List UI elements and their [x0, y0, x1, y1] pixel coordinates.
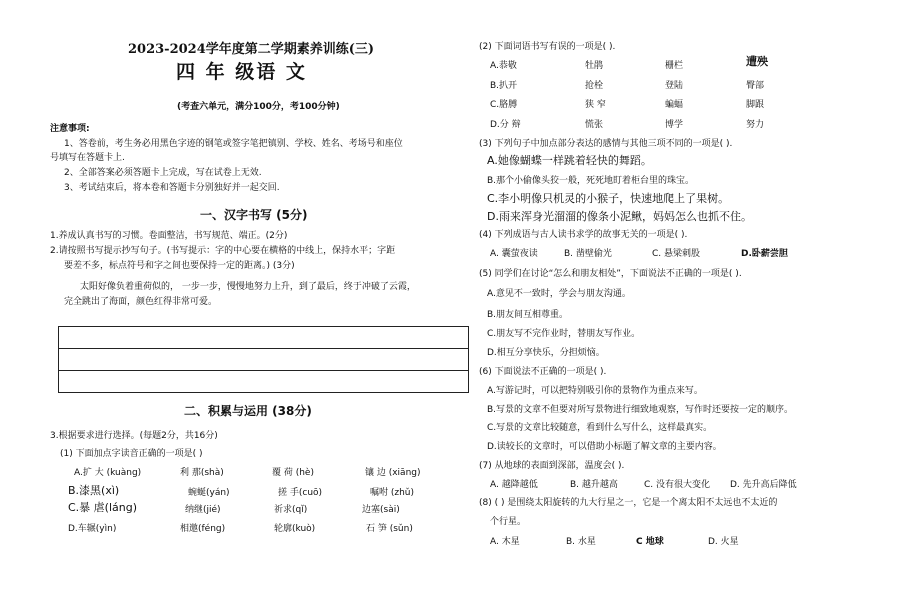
sub-question-8-cont: 个行星。 [490, 517, 527, 527]
exam-title: 2023-2024学年度第二学期素养训练(三) [128, 42, 375, 57]
notice-heading: 注意事项: [50, 124, 90, 134]
writing-grid-left-edge [58, 326, 59, 392]
sub-question-4: (4) 下列成语与古人读书求学的故事无关的一项是( ). [479, 230, 688, 240]
option-d[interactable]: D.读较长的文章时，可以借助小标题了解文章的主要内容。 [487, 442, 722, 452]
writing-grid-right-edge [468, 326, 469, 392]
section2-heading: 二、积累与运用 (38分) [184, 404, 312, 418]
option-b[interactable]: B. 凿壁偷光 [564, 249, 612, 259]
writing-line [58, 392, 469, 393]
option-d1[interactable]: D.分 辩 [490, 120, 521, 130]
option-c3: 蝙蝠 [665, 100, 684, 110]
option-c[interactable]: C 地球 [636, 537, 664, 547]
copy-passage-line2: 完全跳出了海面，颜色红得非常可爱。 [64, 297, 218, 307]
option-d[interactable]: D.卧薪尝胆 [741, 249, 788, 259]
option-b1[interactable]: B.扒开 [490, 81, 518, 91]
sub-question-7: (7) 从地球的表面到深部，温度会( ). [479, 461, 625, 471]
option-c[interactable]: C.写景的文章比较随意，看到什么写什么，这样最真实。 [487, 423, 713, 433]
option-a2: 利 那(shà) [180, 468, 224, 478]
writing-line [58, 326, 469, 327]
option-c[interactable]: C. 没有很大变化 [644, 480, 711, 490]
writing-line [58, 348, 469, 349]
option-a4: 镶 边 (xiāng) [365, 468, 421, 478]
option-d4: 努力 [746, 120, 765, 130]
option-a1[interactable]: A.恭敬 [490, 61, 517, 71]
option-c4: 脚跟 [746, 100, 765, 110]
option-b[interactable]: B.写景的文章不但要对所写景物进行细致地观察，写作时还要按一定的顺序。 [487, 405, 794, 415]
sub-question-3: (3) 下列句子中加点部分表达的感情与其他三项不同的一项是( ). [479, 139, 733, 149]
option-a3: 覆 荷 (hè) [272, 468, 314, 478]
option-b1[interactable]: B.漆黑(xì) [68, 484, 120, 497]
option-b4: 臀部 [746, 81, 765, 91]
question-3: 3.根据要求进行选择。(每题2分，共16分) [50, 431, 218, 441]
option-d4: 石 笋 (sǔn) [366, 524, 413, 534]
option-a[interactable]: A. 囊萤夜读 [490, 249, 538, 259]
notice-item-1: 1、答卷前，考生务必用黑色字迹的钢笔或签字笔把镇别、学校、姓名、考场号和座位 [64, 139, 403, 149]
option-d[interactable]: D.相互分享快乐，分担烦恼。 [487, 348, 605, 358]
sub-question-2: (2) 下面词语书写有误的一项是( ). [479, 42, 616, 52]
option-a2: 牡鹃 [585, 61, 604, 71]
option-a3: 栅栏 [665, 61, 684, 71]
question-2: 2.请按照书写提示抄写句子。(书写提示：字的中心要在横格的中线上，保持水平；字距 [50, 246, 396, 256]
option-b[interactable]: B.那个小偷像头狡一般，死死地盯着柜台里的珠宝。 [487, 176, 695, 186]
sub-question-5: (5) 同学们在讨论“怎么和朋友相处”，下面说法不正确的一项是( ). [479, 269, 742, 279]
option-c[interactable]: C.李小明像只机灵的小猴子，快速地爬上了果树。 [487, 192, 730, 205]
option-d[interactable]: D. 先升高后降低 [730, 480, 797, 490]
option-c1[interactable]: C.胳膊 [490, 100, 518, 110]
option-d[interactable]: D. 火星 [708, 537, 739, 547]
option-c1[interactable]: C.暴 虐(láng) [68, 501, 138, 514]
question-1: 1.养成认真书写的习惯。卷面整洁，书写规范、端正。(2分) [50, 231, 288, 241]
notice-item-3: 3、考试结束后，将本卷和答题卡分别独好并一起交回. [64, 183, 280, 193]
section1-heading: 一、汉字书写 (5分) [200, 208, 308, 222]
option-c[interactable]: C. 悬梁刺股 [652, 249, 701, 259]
subject-title: 四 年 级语 文 [176, 61, 307, 83]
option-d2: 慌张 [585, 120, 604, 130]
option-a[interactable]: A. 越降越低 [490, 480, 538, 490]
option-d3: 轮廓(kuò) [274, 524, 316, 534]
copy-passage-line1: 太阳好像负着重荷似的， 一步一步，慢慢地努力上升，到了最后，终于冲破了云霞， [80, 282, 416, 292]
exam-scope: (考查六单元，满分100分，考100分钟) [177, 102, 340, 112]
option-b3: 登陆 [665, 81, 684, 91]
question-2-cont: 要差不多，标点符号和字之间也要保持一定的距离。) (3分) [64, 261, 295, 271]
sub-question-8: (8) ( ) 是围绕太阳旋转的九大行星之一，它是一个离太阳不太远也不太近的 [479, 498, 778, 508]
option-b[interactable]: B.朋友间互相尊重。 [487, 310, 569, 320]
option-a[interactable]: A.意见不一致时，学会与朋友沟通。 [487, 289, 631, 299]
notice-item-2: 2、全部答案必须答题卡上完成，写在试卷上无效. [64, 168, 262, 178]
option-c2: 狭 窄 [585, 100, 606, 110]
option-b2: 蜿蜒(yán) [188, 488, 230, 498]
option-b[interactable]: B. 越升越高 [570, 480, 618, 490]
writing-line [58, 370, 469, 371]
option-b4: 嘱咐 (zhǔ) [370, 488, 415, 498]
option-a1[interactable]: A.扩 大 (kuàng) [74, 468, 142, 478]
option-b3: 搓 手(cuō) [278, 488, 323, 498]
option-a[interactable]: A. 木星 [490, 537, 520, 547]
option-c[interactable]: C.朋友写不完作业时，替朋友写作业。 [487, 329, 641, 339]
option-c3: 祈求(qǐ) [274, 505, 308, 515]
option-a[interactable]: A.她像蝴蝶一样跳着轻快的舞蹈。 [487, 154, 652, 167]
option-d2: 相邀(féng) [180, 524, 226, 534]
option-b[interactable]: B. 水星 [566, 537, 596, 547]
option-d1[interactable]: D.车辗(yìn) [68, 524, 117, 534]
sub-question-1: (1) 下面加点字读音正确的一项是( ) [60, 449, 203, 459]
option-c2: 纳继(jié) [185, 505, 221, 515]
option-d[interactable]: D.雨来浑身光溜溜的像条小泥鳅，妈妈怎么也抓不住。 [487, 210, 752, 223]
notice-item-1-cont: 号填写在答题卡上. [50, 153, 125, 163]
option-a[interactable]: A.写游记时，可以把特别吸引你的景物作为重点来写。 [487, 386, 703, 396]
option-b2: 抢栓 [585, 81, 604, 91]
option-c4: 边塞(sài) [362, 505, 400, 515]
sub-question-6: (6) 下面说法不正确的一项是( ). [479, 367, 607, 377]
option-d3: 博学 [665, 120, 684, 130]
option-a4: 遭殃 [746, 55, 768, 68]
